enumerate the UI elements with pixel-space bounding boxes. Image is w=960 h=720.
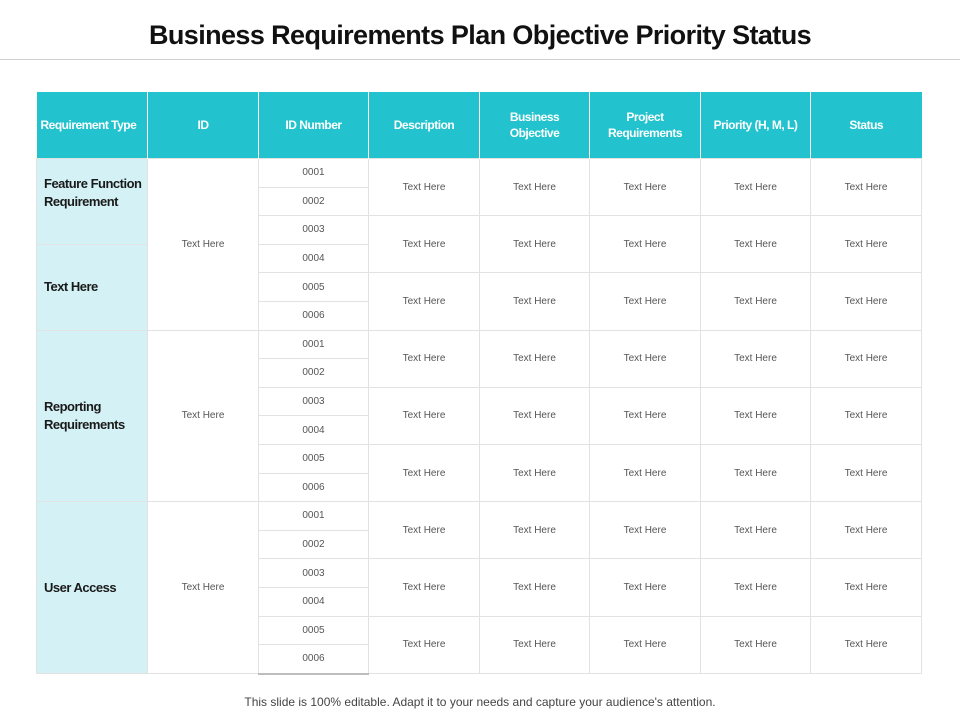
detail-priority: Text Here [701,273,811,330]
detail-status: Text Here [811,444,922,501]
page-title: Business Requirements Plan Objective Priority Status [148,20,812,50]
detail-project-requirements: Text Here [590,559,701,616]
detail-priority: Text Here [701,330,811,387]
table-body [37,159,922,674]
id-number-cell: 0001 [259,330,369,359]
detail-business-objective: Text Here [480,387,590,444]
table-header-row [37,92,922,159]
id-cell: Text Here [148,159,259,331]
table-row [37,159,922,188]
id-cell: Text Here [148,330,259,502]
id-number-cell: 0002 [259,187,369,216]
header-description: Description [369,92,480,159]
id-number-cell: 0003 [259,387,369,416]
detail-business-objective: Text Here [480,502,590,559]
detail-project-requirements: Text Here [590,387,701,444]
detail-description: Text Here [369,330,480,387]
detail-business-objective: Text Here [480,559,590,616]
detail-priority: Text Here [701,387,811,444]
detail-priority: Text Here [701,502,811,559]
detail-project-requirements: Text Here [590,330,701,387]
detail-priority: Text Here [701,559,811,616]
detail-status: Text Here [811,273,922,330]
detail-business-objective: Text Here [480,444,590,501]
detail-project-requirements: Text Here [590,616,701,674]
id-number-cell: 0004 [259,244,369,273]
table-row [37,502,922,531]
id-number-cell: 0004 [259,587,369,616]
id-number-cell: 0001 [259,159,369,188]
header-id-number: ID Number [259,92,369,159]
id-number-cell: 0005 [259,616,369,645]
detail-status: Text Here [811,387,922,444]
requirement-type-cell: Reporting Requirements [37,330,148,502]
requirement-type-cell: Feature Function Requirement [37,159,148,245]
id-number-cell: 0006 [259,301,369,330]
header-project-requirements: Project Requirements [590,92,701,159]
detail-project-requirements: Text Here [590,444,701,501]
id-number-cell: 0002 [259,359,369,388]
footer-note: This slide is 100% editable. Adapt it to your needs and capture your audience's attention. [244,695,716,709]
detail-priority: Text Here [701,616,811,674]
detail-status: Text Here [811,159,922,216]
id-number-cell: 0001 [259,502,369,531]
detail-description: Text Here [369,216,480,273]
header-business-objective: Business Objective [480,92,590,159]
detail-project-requirements: Text Here [590,216,701,273]
id-number-cell: 0002 [259,530,369,559]
id-number-cell: 0006 [259,473,369,502]
detail-priority: Text Here [701,159,811,216]
detail-status: Text Here [811,216,922,273]
detail-description: Text Here [369,616,480,674]
id-number-cell: 0005 [259,444,369,473]
detail-business-objective: Text Here [480,330,590,387]
table-row [37,330,922,359]
requirements-table [36,92,922,675]
id-number-cell: 0003 [259,216,369,245]
requirement-type-cell: Text Here [37,244,148,330]
detail-project-requirements: Text Here [590,159,701,216]
detail-business-objective: Text Here [480,273,590,330]
detail-business-objective: Text Here [480,159,590,216]
detail-status: Text Here [811,559,922,616]
requirement-type-cell: User Access [37,502,148,674]
detail-description: Text Here [369,159,480,216]
detail-description: Text Here [369,559,480,616]
detail-priority: Text Here [701,444,811,501]
detail-description: Text Here [369,502,480,559]
detail-business-objective: Text Here [480,616,590,674]
id-cell: Text Here [148,502,259,674]
detail-project-requirements: Text Here [590,273,701,330]
detail-status: Text Here [811,330,922,387]
detail-status: Text Here [811,502,922,559]
detail-description: Text Here [369,387,480,444]
id-number-cell: 0006 [259,645,369,674]
id-number-cell: 0003 [259,559,369,588]
detail-description: Text Here [369,444,480,501]
title-divider [0,59,960,60]
header-id: ID [148,92,259,159]
id-number-cell: 0004 [259,416,369,445]
detail-project-requirements: Text Here [590,502,701,559]
detail-business-objective: Text Here [480,216,590,273]
detail-status: Text Here [811,616,922,674]
id-number-cell: 0005 [259,273,369,302]
header-priority: Priority (H, M, L) [701,92,811,159]
detail-description: Text Here [369,273,480,330]
detail-priority: Text Here [701,216,811,273]
header-status: Status [811,92,922,159]
header-requirement-type: Requirement Type [37,92,148,159]
